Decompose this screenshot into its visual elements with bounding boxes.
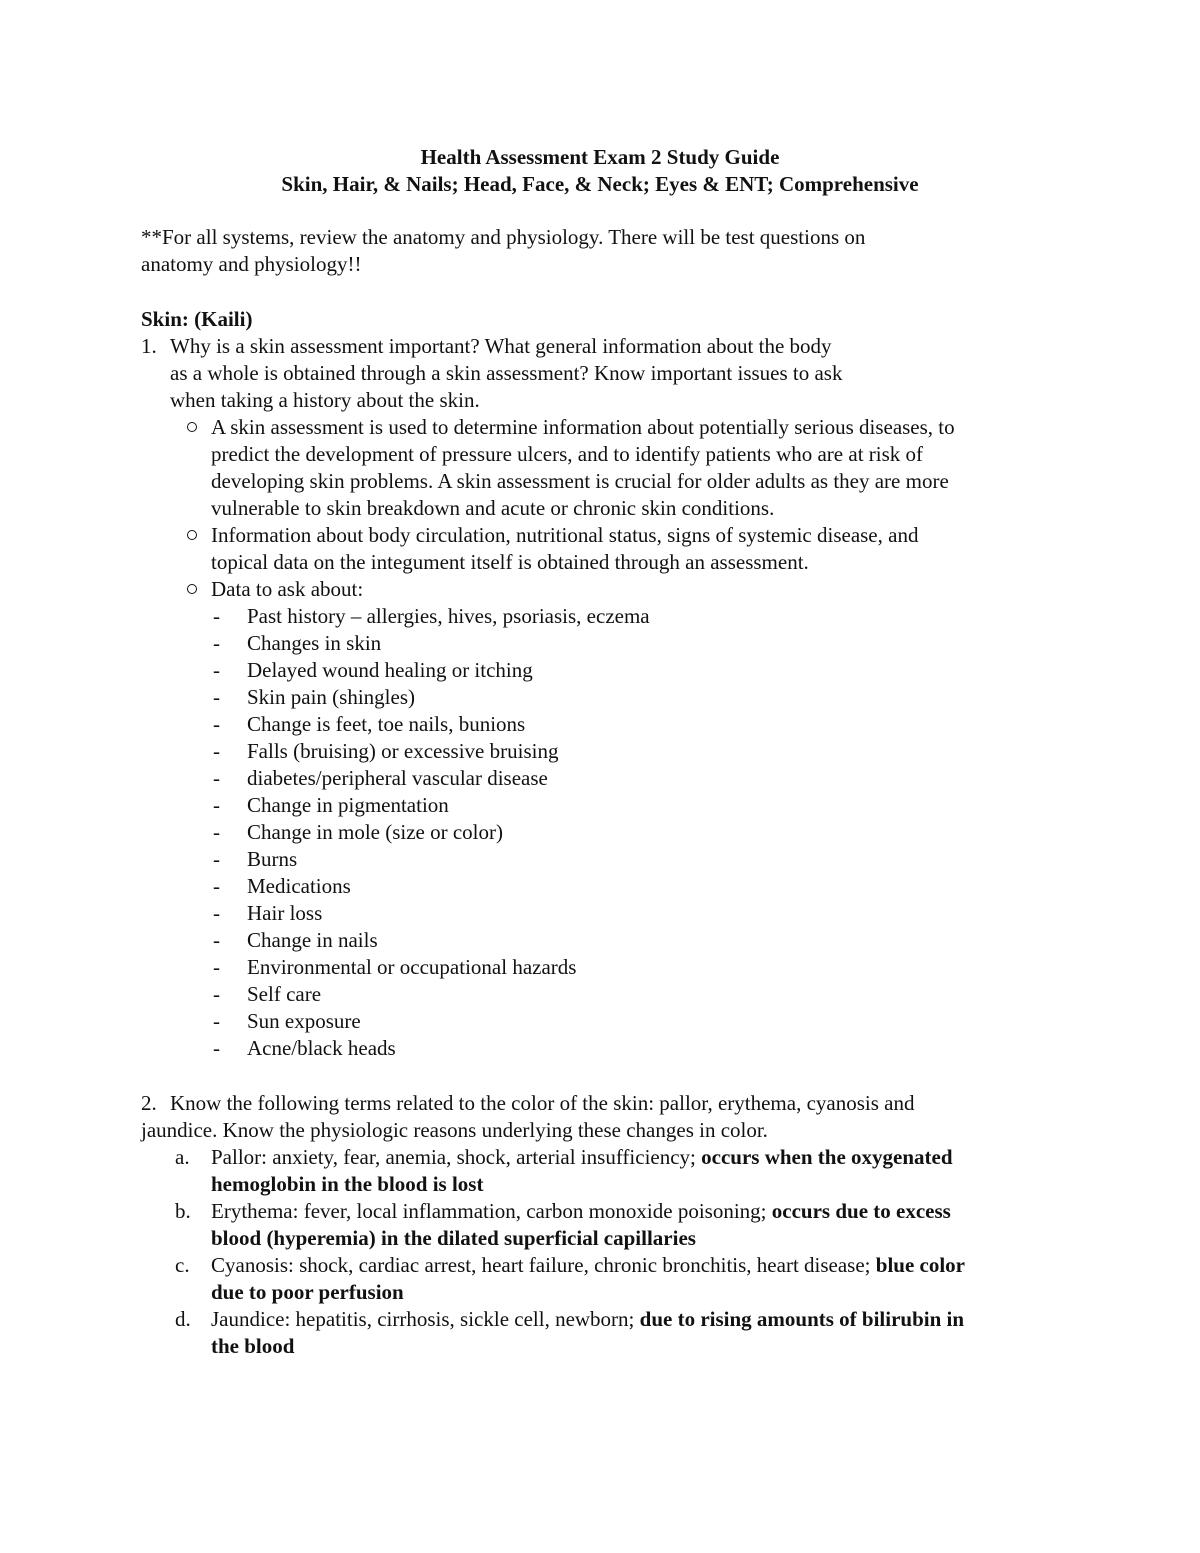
- dash-marker: -: [213, 901, 220, 925]
- item-emphasis: the blood: [211, 1334, 295, 1358]
- list-item: Change in mole (size or color): [247, 820, 503, 844]
- dash-marker: -: [213, 631, 220, 655]
- color-term-item: [211, 1306, 964, 1333]
- color-term-item: [211, 1198, 951, 1225]
- list-item: Burns: [247, 847, 298, 871]
- dash-marker: -: [213, 928, 220, 952]
- list-item: Environmental or occupational hazards: [247, 955, 577, 979]
- list-item: Past history – allergies, hives, psoriasis, eczema: [247, 604, 650, 628]
- list-item: Change in nails: [247, 928, 378, 952]
- list-item: Skin pain (shingles): [247, 685, 415, 709]
- question-1-line: when taking a history about the skin.: [170, 388, 480, 412]
- bullet-line: developing skin problems. A skin assessment is crucial for older adults as they are more: [211, 469, 949, 493]
- document-title: Health Assessment Exam 2 Study Guide: [420, 145, 780, 169]
- item-emphasis: blood (hyperemia) in the dilated superficial capillaries: [211, 1226, 696, 1250]
- item-text: Erythema: fever, local inflammation, carbon monoxide poisoning;: [211, 1199, 772, 1223]
- list-item: Acne/black heads: [247, 1036, 396, 1060]
- section-heading-skin: Skin: (Kaili): [141, 307, 253, 331]
- dash-marker: -: [213, 658, 220, 682]
- note-line-2: anatomy and physiology!!: [141, 252, 362, 276]
- bullet-line: Data to ask about:: [211, 577, 364, 601]
- list-item: Sun exposure: [247, 1009, 361, 1033]
- item-emphasis: hemoglobin in the blood is lost: [211, 1172, 484, 1196]
- circle-bullet-icon: [187, 422, 197, 432]
- item-marker: b.: [175, 1199, 191, 1223]
- dash-marker: -: [213, 685, 220, 709]
- bullet-line: vulnerable to skin breakdown and acute or chronic skin conditions.: [211, 496, 775, 520]
- bullet-line: predict the development of pressure ulcers, and to identify patients who are at risk of: [211, 442, 924, 466]
- item-marker: c.: [175, 1253, 190, 1277]
- dash-marker: -: [213, 766, 220, 790]
- list-item: diabetes/peripheral vascular disease: [247, 766, 548, 790]
- question-2-line: jaundice. Know the physiologic reasons underlying these changes in color.: [141, 1118, 768, 1142]
- dash-marker: -: [213, 955, 220, 979]
- note-line-1: **For all systems, review the anatomy and physiology. There will be test questions on: [141, 225, 866, 249]
- dash-marker: -: [213, 847, 220, 871]
- dash-marker: -: [213, 1036, 220, 1060]
- item-emphasis: due to rising amounts of bilirubin in: [639, 1307, 965, 1331]
- list-item: Medications: [247, 874, 351, 898]
- list-item: Delayed wound healing or itching: [247, 658, 533, 682]
- dash-marker: -: [213, 739, 220, 763]
- dash-marker: -: [213, 982, 220, 1006]
- question-number: 1.: [141, 334, 157, 358]
- bullet-line: Information about body circulation, nutritional status, signs of systemic disease, and: [211, 523, 919, 547]
- dash-marker: -: [213, 604, 220, 628]
- question-number: 2.: [141, 1091, 157, 1115]
- item-emphasis: due to poor perfusion: [211, 1280, 404, 1304]
- item-emphasis: occurs when the oxygenated: [701, 1145, 953, 1169]
- color-term-item: [211, 1252, 965, 1279]
- circle-bullet-icon: [187, 530, 197, 540]
- dash-marker: -: [213, 820, 220, 844]
- dash-marker: -: [213, 874, 220, 898]
- item-marker: d.: [175, 1307, 191, 1331]
- list-item: Self care: [247, 982, 322, 1006]
- dash-marker: -: [213, 1009, 220, 1033]
- item-emphasis: occurs due to excess: [771, 1199, 951, 1223]
- question-2-line: Know the following terms related to the color of the skin: pallor, erythema, cyanosis and: [170, 1091, 915, 1115]
- circle-bullet-icon: [187, 584, 197, 594]
- question-1-line: as a whole is obtained through a skin assessment? Know important issues to ask: [170, 361, 843, 385]
- list-item: Change is feet, toe nails, bunions: [247, 712, 526, 736]
- list-item: Falls (bruising) or excessive bruising: [247, 739, 559, 763]
- dash-marker: -: [213, 793, 220, 817]
- document-subtitle: Skin, Hair, & Nails; Head, Face, & Neck; Eyes & ENT; Comprehensive: [281, 172, 919, 196]
- list-item: Change in pigmentation: [247, 793, 449, 817]
- bullet-line: A skin assessment is used to determine information about potentially serious diseases, to: [211, 415, 955, 439]
- question-1-line: Why is a skin assessment important? What general information about the body: [170, 334, 832, 358]
- bullet-line: topical data on the integument itself is obtained through an assessment.: [211, 550, 809, 574]
- list-item: Hair loss: [247, 901, 323, 925]
- list-item: Changes in skin: [247, 631, 382, 655]
- item-text: Jaundice: hepatitis, cirrhosis, sickle cell, newborn;: [211, 1307, 640, 1331]
- item-emphasis: blue color: [875, 1253, 966, 1277]
- color-term-item: [211, 1144, 953, 1171]
- item-marker: a.: [175, 1145, 190, 1169]
- item-text: Pallor: anxiety, fear, anemia, shock, arterial insufficiency;: [211, 1145, 702, 1169]
- dash-marker: -: [213, 712, 220, 736]
- item-text: Cyanosis: shock, cardiac arrest, heart failure, chronic bronchitis, heart disease;: [211, 1253, 876, 1277]
